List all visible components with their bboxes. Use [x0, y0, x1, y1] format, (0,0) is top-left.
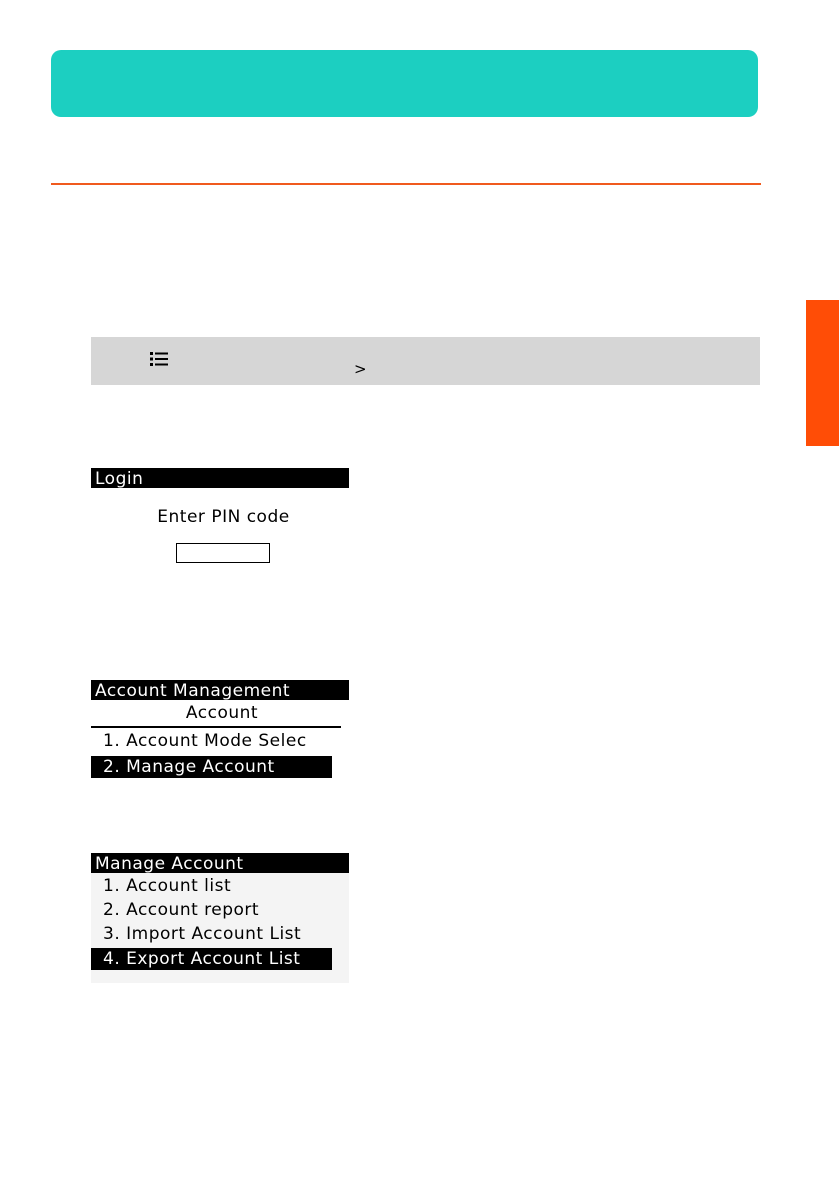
- menu-item-account-mode[interactable]: 1. Account Mode Selec: [103, 731, 307, 751]
- pin-prompt: Enter PIN code: [157, 507, 290, 527]
- section-divider: [51, 183, 761, 185]
- account-screen-divider: [91, 726, 341, 728]
- pin-input[interactable]: [176, 543, 270, 563]
- account-screen-subtitle: Account: [185, 703, 259, 723]
- scroll-indicator-icon: ▾: [343, 851, 348, 861]
- path-separator: >: [354, 360, 367, 378]
- menu-item-import-account-list[interactable]: 3. Import Account List: [103, 924, 302, 944]
- account-screen-title: Account Management: [91, 680, 349, 700]
- list-icon[interactable]: [150, 351, 170, 367]
- manage-account-screen: [91, 853, 349, 983]
- menu-item-account-list[interactable]: 1. Account list: [103, 876, 232, 896]
- chapter-banner: [51, 50, 758, 117]
- menu-item-manage-account[interactable]: 2. Manage Account: [91, 756, 332, 778]
- menu-item-account-report[interactable]: 2. Account report: [103, 900, 260, 920]
- menu-path-bar: [91, 337, 760, 385]
- account-management-screen: [91, 680, 349, 780]
- login-screen: [91, 468, 349, 588]
- chapter-side-tab: [806, 300, 839, 446]
- login-screen-title: Login: [91, 468, 349, 488]
- manage-screen-title: Manage Account: [91, 853, 349, 873]
- menu-item-export-account-list[interactable]: 4. Export Account List: [91, 948, 332, 970]
